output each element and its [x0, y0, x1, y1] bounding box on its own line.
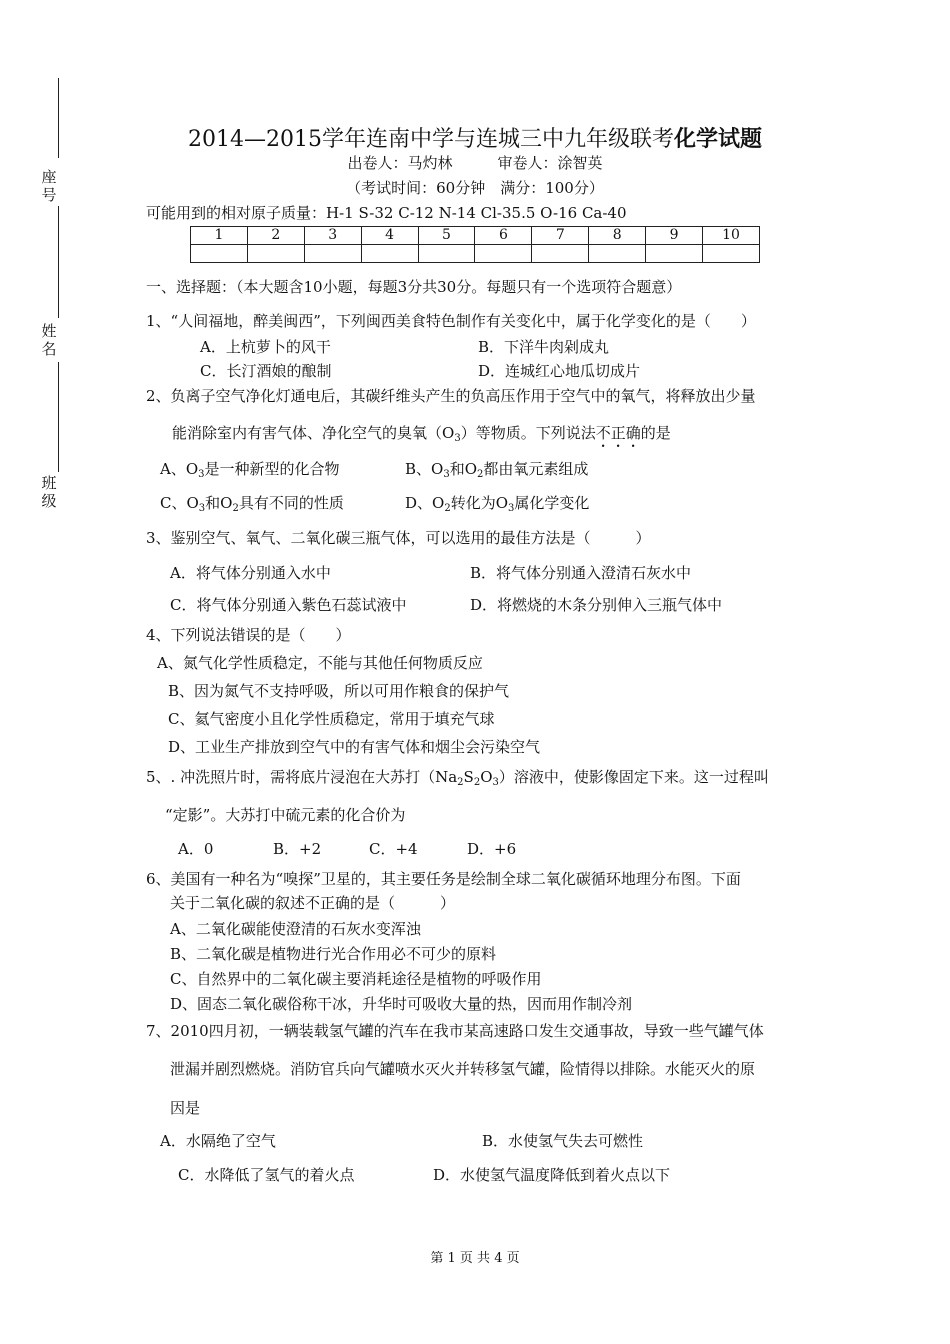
q7-option-d: D．水使氢气温度降低到着火点以下: [433, 1166, 671, 1184]
q5-stem1-post: ）溶液中，使影像固定下来。这一过程叫: [498, 768, 769, 786]
answer-number: 9: [646, 227, 703, 245]
q5-sub3: 3: [492, 777, 499, 788]
q3-option-b: B．将气体分别通入澄清石灰水中: [470, 564, 692, 582]
q5-stem-line2: “定影”。大苏打中硫元素的化合价为: [165, 806, 406, 824]
q2-option-d: [405, 492, 589, 513]
binding-line-seat-name: [58, 206, 59, 318]
q5-stem-line1: [146, 766, 769, 787]
q1-option-a: A．上杭萝卜的风干: [200, 338, 331, 356]
answer-number: 8: [589, 227, 646, 245]
answer-number: 6: [475, 227, 532, 245]
q4-option-a: A、氮气化学性质稳定，不能与其他任何物质反应: [157, 654, 483, 672]
name-label: 姓名: [41, 322, 57, 358]
answer-number: 1: [191, 227, 248, 245]
q2-a-post: 是一种新型的化合物: [204, 460, 340, 478]
answer-cell[interactable]: [589, 245, 646, 263]
title-bold: 化学试题: [673, 126, 762, 152]
answer-cell[interactable]: [361, 245, 418, 263]
q7-option-a: A．水隔绝了空气: [160, 1132, 276, 1150]
q2-d-pre: D、O: [405, 494, 445, 512]
q2-d-post: 属化学变化: [514, 494, 590, 512]
atomic-masses: 可能用到的相对原子质量：H-1 S-32 C-12 N-14 Cl-35.5 O-16 Ca-40: [146, 204, 627, 222]
binding-line-name-class: [58, 362, 59, 472]
q3-option-c: C．将气体分别通入紫色石蕊试液中: [170, 596, 407, 614]
q2-a-sub: 3: [198, 469, 205, 480]
q5-option-d: D．+6: [467, 840, 517, 858]
q4-stem: 4、下列说法错误的是（ ）: [146, 626, 351, 644]
q6-option-c: C、自然界中的二氧化碳主要消耗途径是植物的呼吸作用: [170, 970, 542, 988]
q7-stem-line2: 泄漏并剧烈燃烧。消防官兵向气罐喷水灭火并转移氢气罐，险情得以排除。水能灭火的原: [170, 1060, 756, 1078]
q1-stem: 1、“人间福地，醉美闽西”，下列闽西美食特色制作有关变化中，属于化学变化的是（ ）: [146, 312, 756, 330]
q2-d-sub2: 3: [508, 503, 515, 514]
answer-number: 2: [247, 227, 304, 245]
q5-stem1-mid2: O: [480, 768, 493, 786]
q7-stem-line1: 7、2010四月初，一辆装载氢气罐的汽车在我市某高速路口发生交通事故，导致一些气罐气体: [146, 1022, 764, 1040]
answer-number: 10: [703, 227, 760, 245]
answer-cell[interactable]: [703, 245, 760, 263]
q2-b-mid: 和O: [449, 460, 478, 478]
q2-stem2-pre: 能消除室内有害气体、净化空气的臭氧（O: [172, 424, 455, 442]
answer-cell[interactable]: [304, 245, 361, 263]
q2-c-pre: C、O: [160, 494, 199, 512]
q2-b-sub2: 2: [477, 469, 484, 480]
q2-b-post: 都由氧元素组成: [483, 460, 589, 478]
q2-d-sub1: 2: [444, 503, 451, 514]
q4-option-b: B、因为氮气不支持呼吸，所以可用作粮食的保护气: [168, 682, 510, 700]
answer-table-blank-row: [191, 245, 760, 263]
q6-stem-line1: 6、美国有一种名为“嗅探”卫星的，其主要任务是绘制全球二氧化碳循环地理分布图。下面: [146, 870, 741, 888]
q3-option-a: A．将气体分别通入水中: [170, 564, 331, 582]
q5-option-a: A．0: [178, 840, 214, 858]
answer-number: 5: [418, 227, 475, 245]
q7-option-c: C．水降低了氢气的着火点: [178, 1166, 355, 1184]
q5-sub2: 2: [473, 777, 481, 788]
q2-option-a: [160, 458, 340, 479]
class-label: 班级: [41, 474, 57, 510]
q2-a-pre: A、O: [160, 460, 199, 478]
q2-option-c: [160, 492, 344, 513]
q2-c-mid: 和O: [205, 494, 233, 512]
q2-stem2-post: 的是: [640, 424, 671, 442]
title-plain: 2014—2015学年连南中学与连城三中九年级联考: [188, 127, 674, 152]
page-title: [0, 122, 950, 153]
q2-emphasis-not-correct: 不正确: [595, 424, 641, 442]
q2-stem-line2: [172, 422, 671, 451]
answer-table-number-row: [191, 227, 760, 245]
authors-line: 出卷人：马灼林 审卷人：涂智英: [347, 154, 603, 172]
q2-b-sub1: 3: [443, 469, 450, 480]
q1-option-b: B．下洋牛肉剁成丸: [478, 338, 610, 356]
q2-stem-line1: 2、负离子空气净化灯通电后，其碳纤维头产生的负高压作用于空气中的氧气，将释放出少量: [146, 387, 756, 405]
q6-option-a: A、二氧化碳能使澄清的石灰水变浑浊: [170, 920, 421, 938]
answer-number: 7: [532, 227, 589, 245]
q5-sub1: 2: [457, 777, 464, 788]
q2-c-post: 具有不同的性质: [238, 494, 344, 512]
q2-c-sub2: 2: [232, 503, 239, 514]
q2-option-b: [405, 458, 588, 479]
answer-cell[interactable]: [646, 245, 703, 263]
q5-option-b: B．+2: [273, 840, 322, 858]
q7-option-b: B．水使氢气失去可燃性: [482, 1132, 644, 1150]
q2-b-pre: B、O: [405, 460, 444, 478]
q3-option-d: D．将燃烧的木条分别伸入三瓶气体中: [470, 596, 723, 614]
q1-option-d: D．连城红心地瓜切成片: [478, 362, 641, 380]
q6-option-b: B、二氧化碳是植物进行光合作用必不可少的原料: [170, 945, 497, 963]
answer-cell[interactable]: [191, 245, 248, 263]
answer-table: [190, 226, 760, 263]
answer-cell[interactable]: [418, 245, 475, 263]
answer-cell[interactable]: [247, 245, 304, 263]
q5-stem1-mid1: S: [463, 768, 474, 786]
answer-cell[interactable]: [532, 245, 589, 263]
q5-option-c: C．+4: [369, 840, 418, 858]
q4-option-c: C、氦气密度小且化学性质稳定，常用于填充气球: [168, 710, 495, 728]
answer-cell[interactable]: [475, 245, 532, 263]
q3-stem: 3、鉴别空气、氧气、二氧化碳三瓶气体，可以选用的最佳方法是（ ）: [146, 529, 651, 547]
section-heading: 一、选择题：（本大题含10小题，每题3分共30分。每题只有一个选项符合题意）: [146, 278, 682, 296]
q2-c-sub1: 3: [198, 503, 206, 514]
q6-stem-line2: 关于二氧化碳的叙述不正确的是（ ）: [170, 894, 456, 912]
q5-stem1-pre: 5、. 冲洗照片时，需将底片浸泡在大苏打（Na: [146, 768, 458, 786]
page-number: 第 1 页 共 4 页: [430, 1251, 520, 1266]
answer-number: 4: [361, 227, 418, 245]
q6-option-d: D、固态二氧化碳俗称干冰，升华时可吸收大量的热，因而用作制冷剂: [170, 995, 633, 1013]
seat-number-label: 座号: [41, 168, 57, 204]
q2-stem2-mid: ）等物质。下列说法: [460, 424, 596, 442]
q2-d-mid: 转化为O: [450, 494, 509, 512]
exam-info: （考试时间：60分钟 满分：100分）: [346, 179, 604, 197]
q2-stem2-sub: 3: [454, 433, 461, 444]
q7-stem-line3: 因是: [170, 1099, 201, 1117]
q4-option-d: D、工业生产排放到空气中的有害气体和烟尘会污染空气: [168, 738, 541, 756]
answer-number: 3: [304, 227, 361, 245]
q1-option-c: C．长汀酒娘的酿制: [200, 362, 332, 380]
